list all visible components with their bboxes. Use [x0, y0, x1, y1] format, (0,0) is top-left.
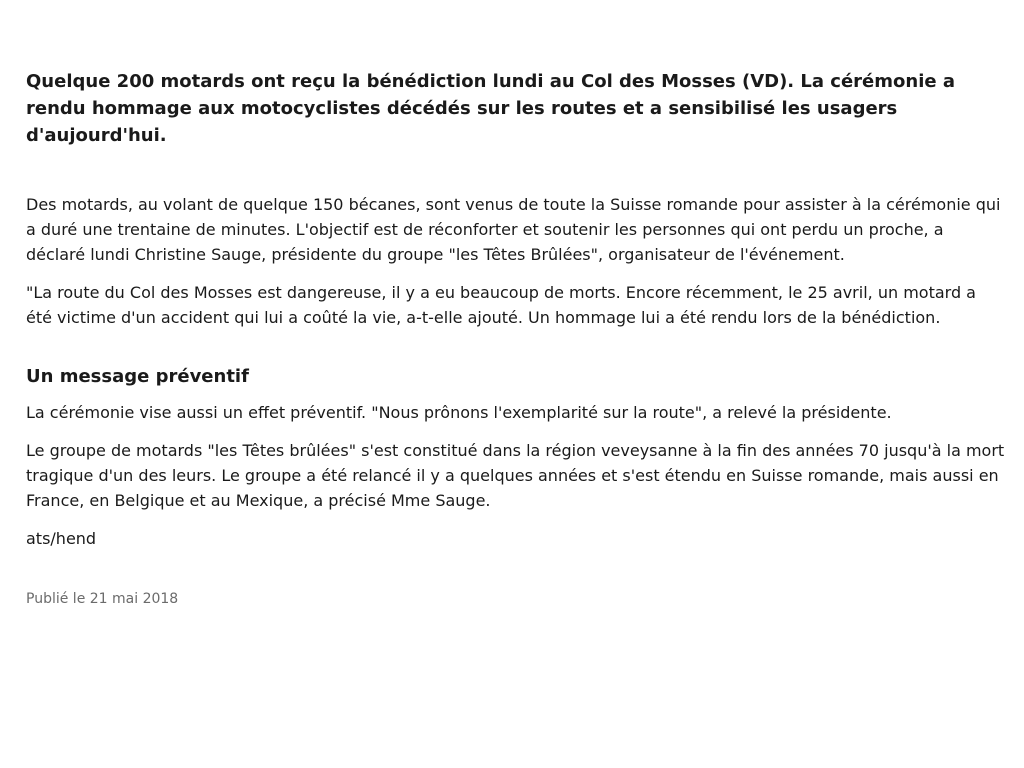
article — [26, 68, 1006, 609]
publication-date: Publié le 21 mai 2018 — [26, 591, 179, 607]
article-lead: Quelque 200 motards ont reçu la bénédiction lundi au Col des Mosses (VD). La cérémonie a rendu hommage aux motocyclistes décédés sur les routes et a sensibilisé les usagers d'aujourd'hui. — [26, 71, 955, 146]
article-paragraph: Le groupe de motards "les Têtes brûlées" s'est constitué dans la région veveysanne à la fin des années 70 jusqu'à la mort tragique d'un des leurs. Le groupe a été relancé il y a quelques années et s'est étendu en Suisse romande, mais aussi en France, en Belgique et au Mexique, a précisé Mme Sauge. — [26, 441, 1005, 510]
article-signature: ats/hend — [26, 529, 97, 548]
article-paragraph: La cérémonie vise aussi un effet préventif. "Nous prônons l'exemplarité sur la route", a relevé la présidente. — [26, 403, 892, 422]
section-heading: Un message préventif — [26, 366, 249, 387]
article-paragraph: Des motards, au volant de quelque 150 bécanes, sont venus de toute la Suisse romande pour assister à la cérémonie qui a duré une trentaine de minutes. L'objectif est de réconforter et soutenir les personnes qui ont perdu un proche, a déclaré lundi Christine Sauge, présidente du groupe "les Têtes Brûlées", organisateur de l'événement. — [26, 195, 1001, 264]
article-paragraph: "La route du Col des Mosses est dangereuse, il y a eu beaucoup de morts. Encore récemment, le 25 avril, un motard a été victime d'un accident qui lui a coûté la vie, a-t-elle ajouté. Un hommage lui a été rendu lors de la bénédiction. — [26, 283, 976, 327]
